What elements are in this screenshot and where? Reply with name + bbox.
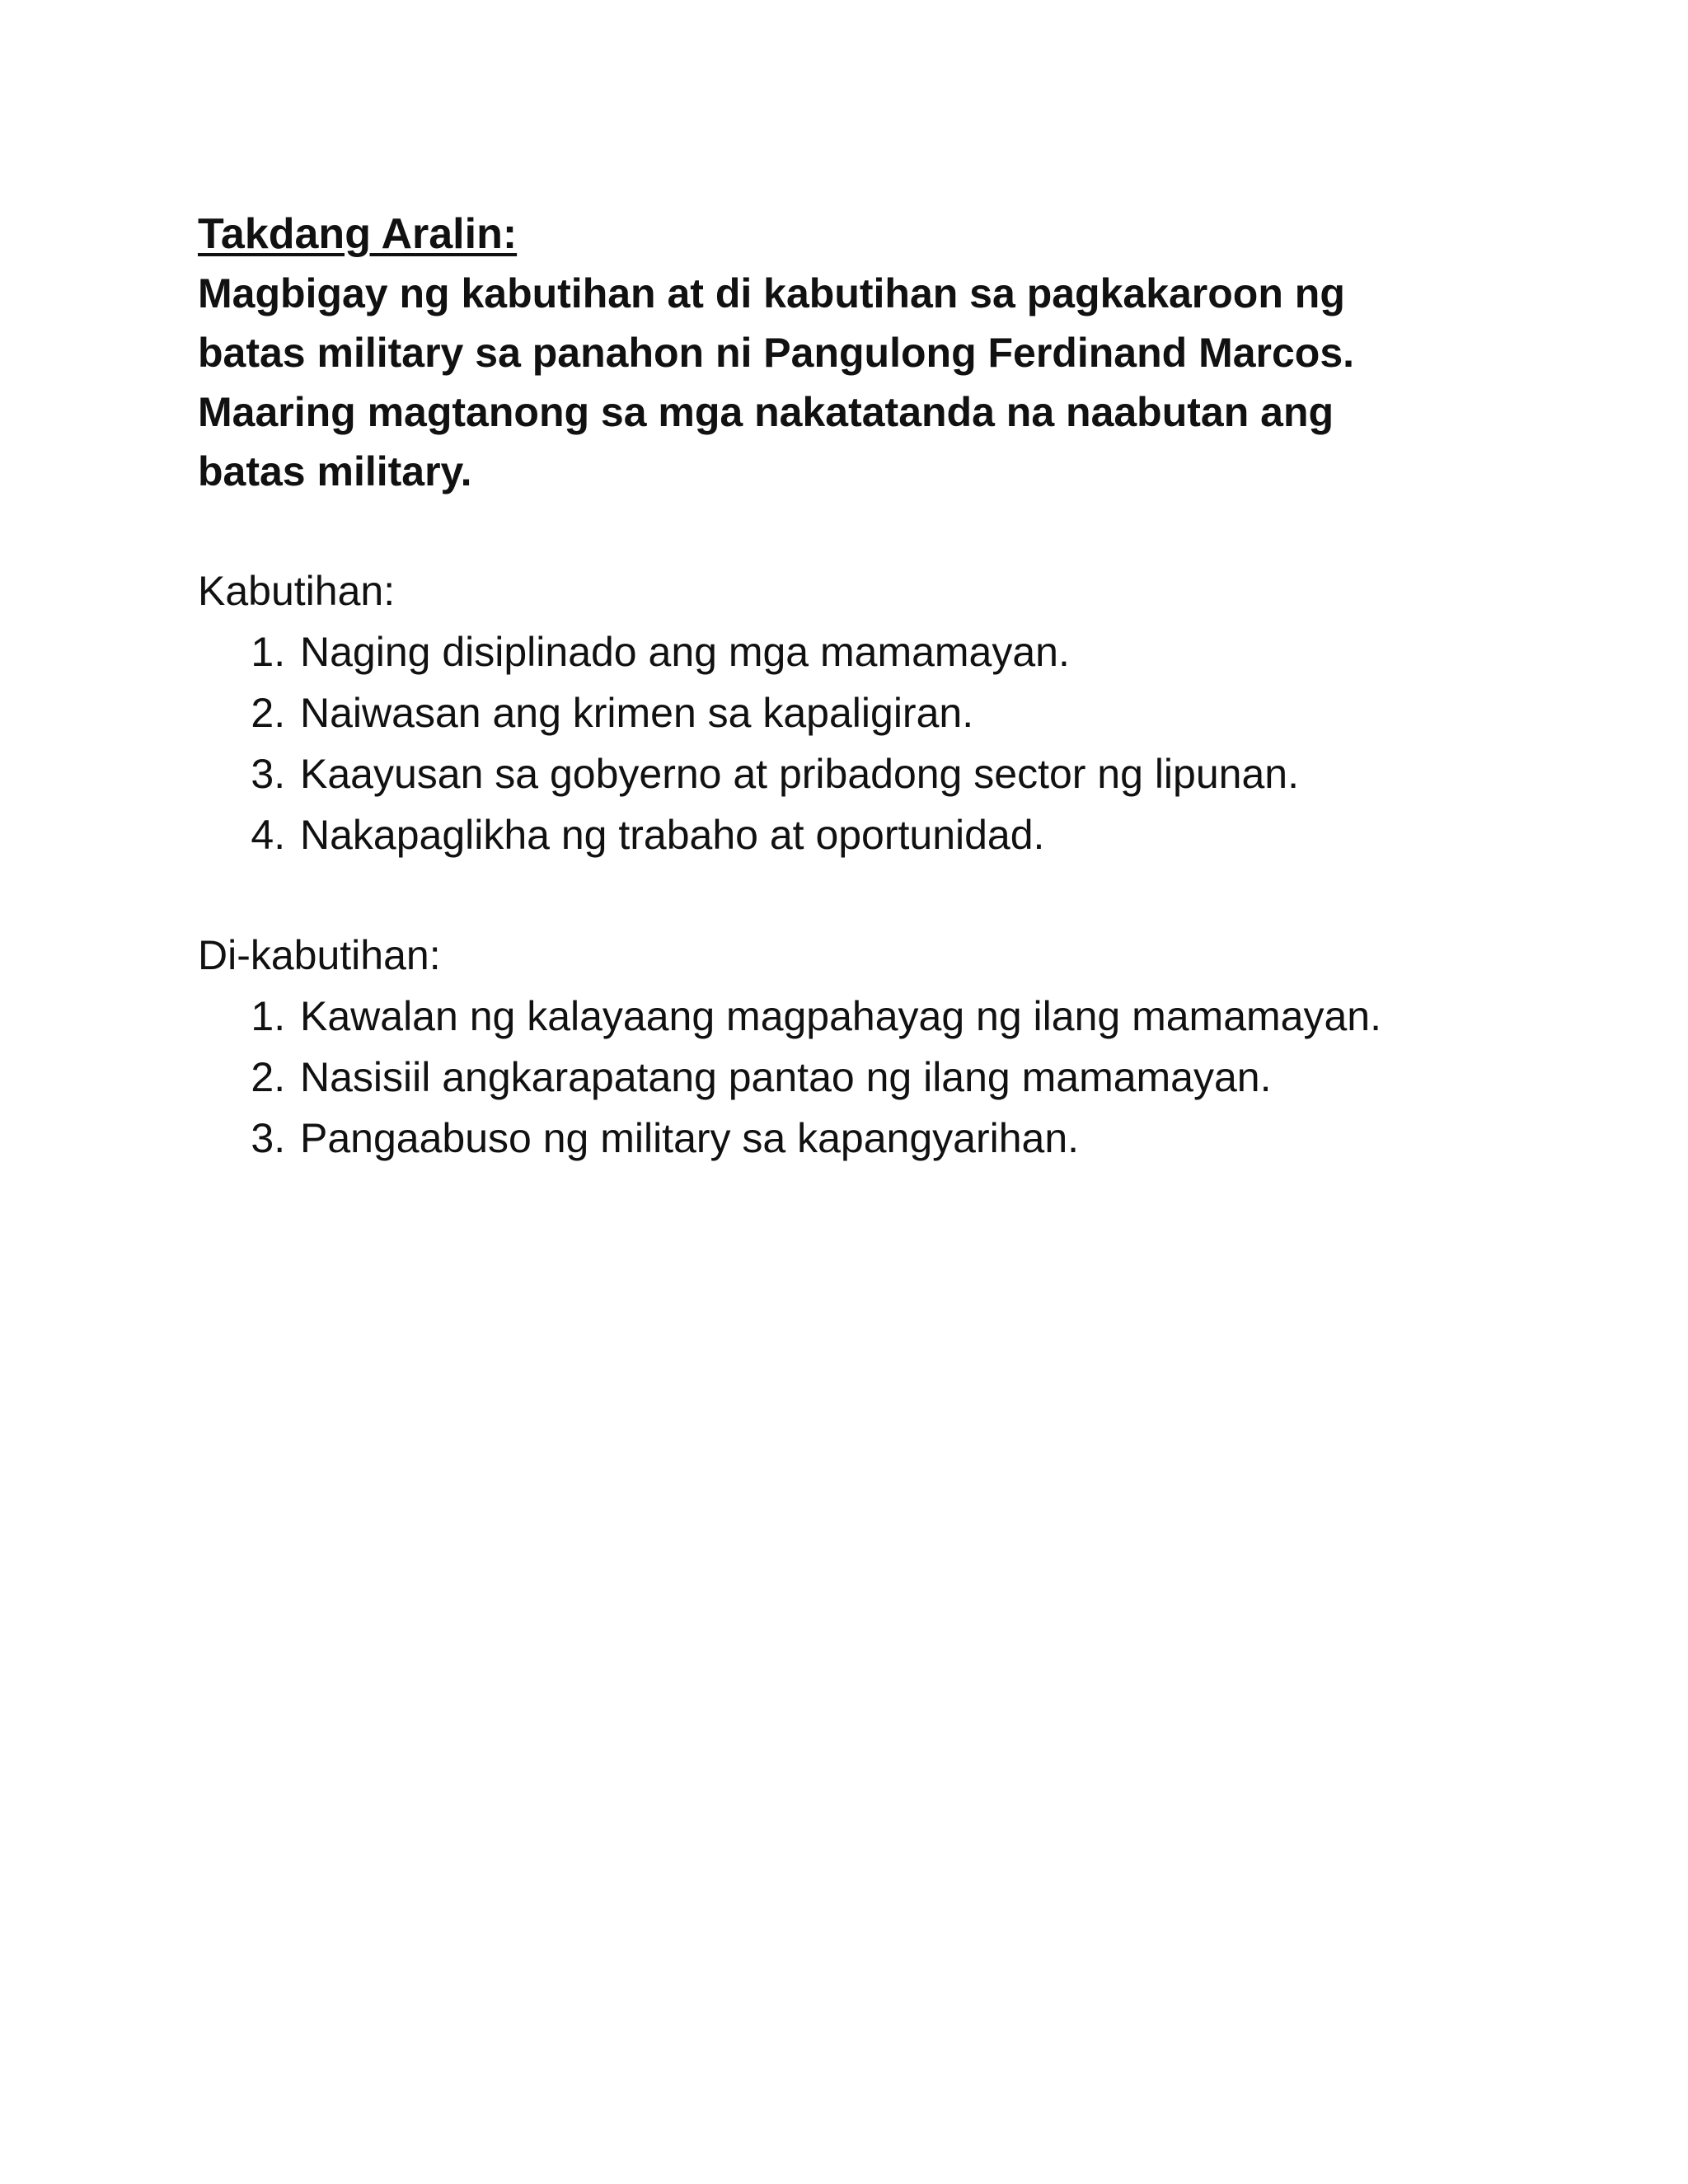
assignment-instructions (198, 264, 1517, 501)
document-page (198, 204, 1517, 1169)
list-item: 3. Pangaabuso ng military sa kapangyarihan. (297, 1108, 1517, 1169)
disadvantages-section (198, 925, 1517, 1169)
disadvantages-list (198, 986, 1517, 1169)
list-item: 2. Naiwasan ang krimen sa kapaligiran. (297, 682, 1517, 743)
instruction-line: batas military. (198, 448, 472, 494)
list-item: 2. Nasisiil angkarapatang pantao ng ilang mamamayan. (297, 1047, 1517, 1108)
list-item: 1. Kawalan ng kalayaang magpahayag ng ilang mamamayan. (297, 986, 1517, 1047)
list-item: 4. Nakapaglikha ng trabaho at oportunidad. (297, 804, 1517, 865)
list-item: 1. Naging disiplinado ang mga mamamayan. (297, 621, 1517, 682)
instruction-line: Magbigay ng kabutihan at di kabutihan sa pagkakaroon ng (198, 270, 1345, 316)
advantages-title: Kabutihan: (198, 568, 396, 614)
instruction-line: Maaring magtanong sa mga nakatatanda na naabutan ang (198, 389, 1334, 435)
advantages-section (198, 560, 1517, 865)
assignment-heading: Takdang Aralin: (198, 210, 518, 258)
instruction-line: batas military sa panahon ni Pangulong Ferdinand Marcos. (198, 330, 1355, 376)
list-item: 3. Kaayusan sa gobyerno at pribadong sector ng lipunan. (297, 743, 1517, 804)
advantages-list (198, 621, 1517, 865)
assignment-block (198, 204, 1517, 501)
disadvantages-title: Di-kabutihan: (198, 932, 441, 978)
